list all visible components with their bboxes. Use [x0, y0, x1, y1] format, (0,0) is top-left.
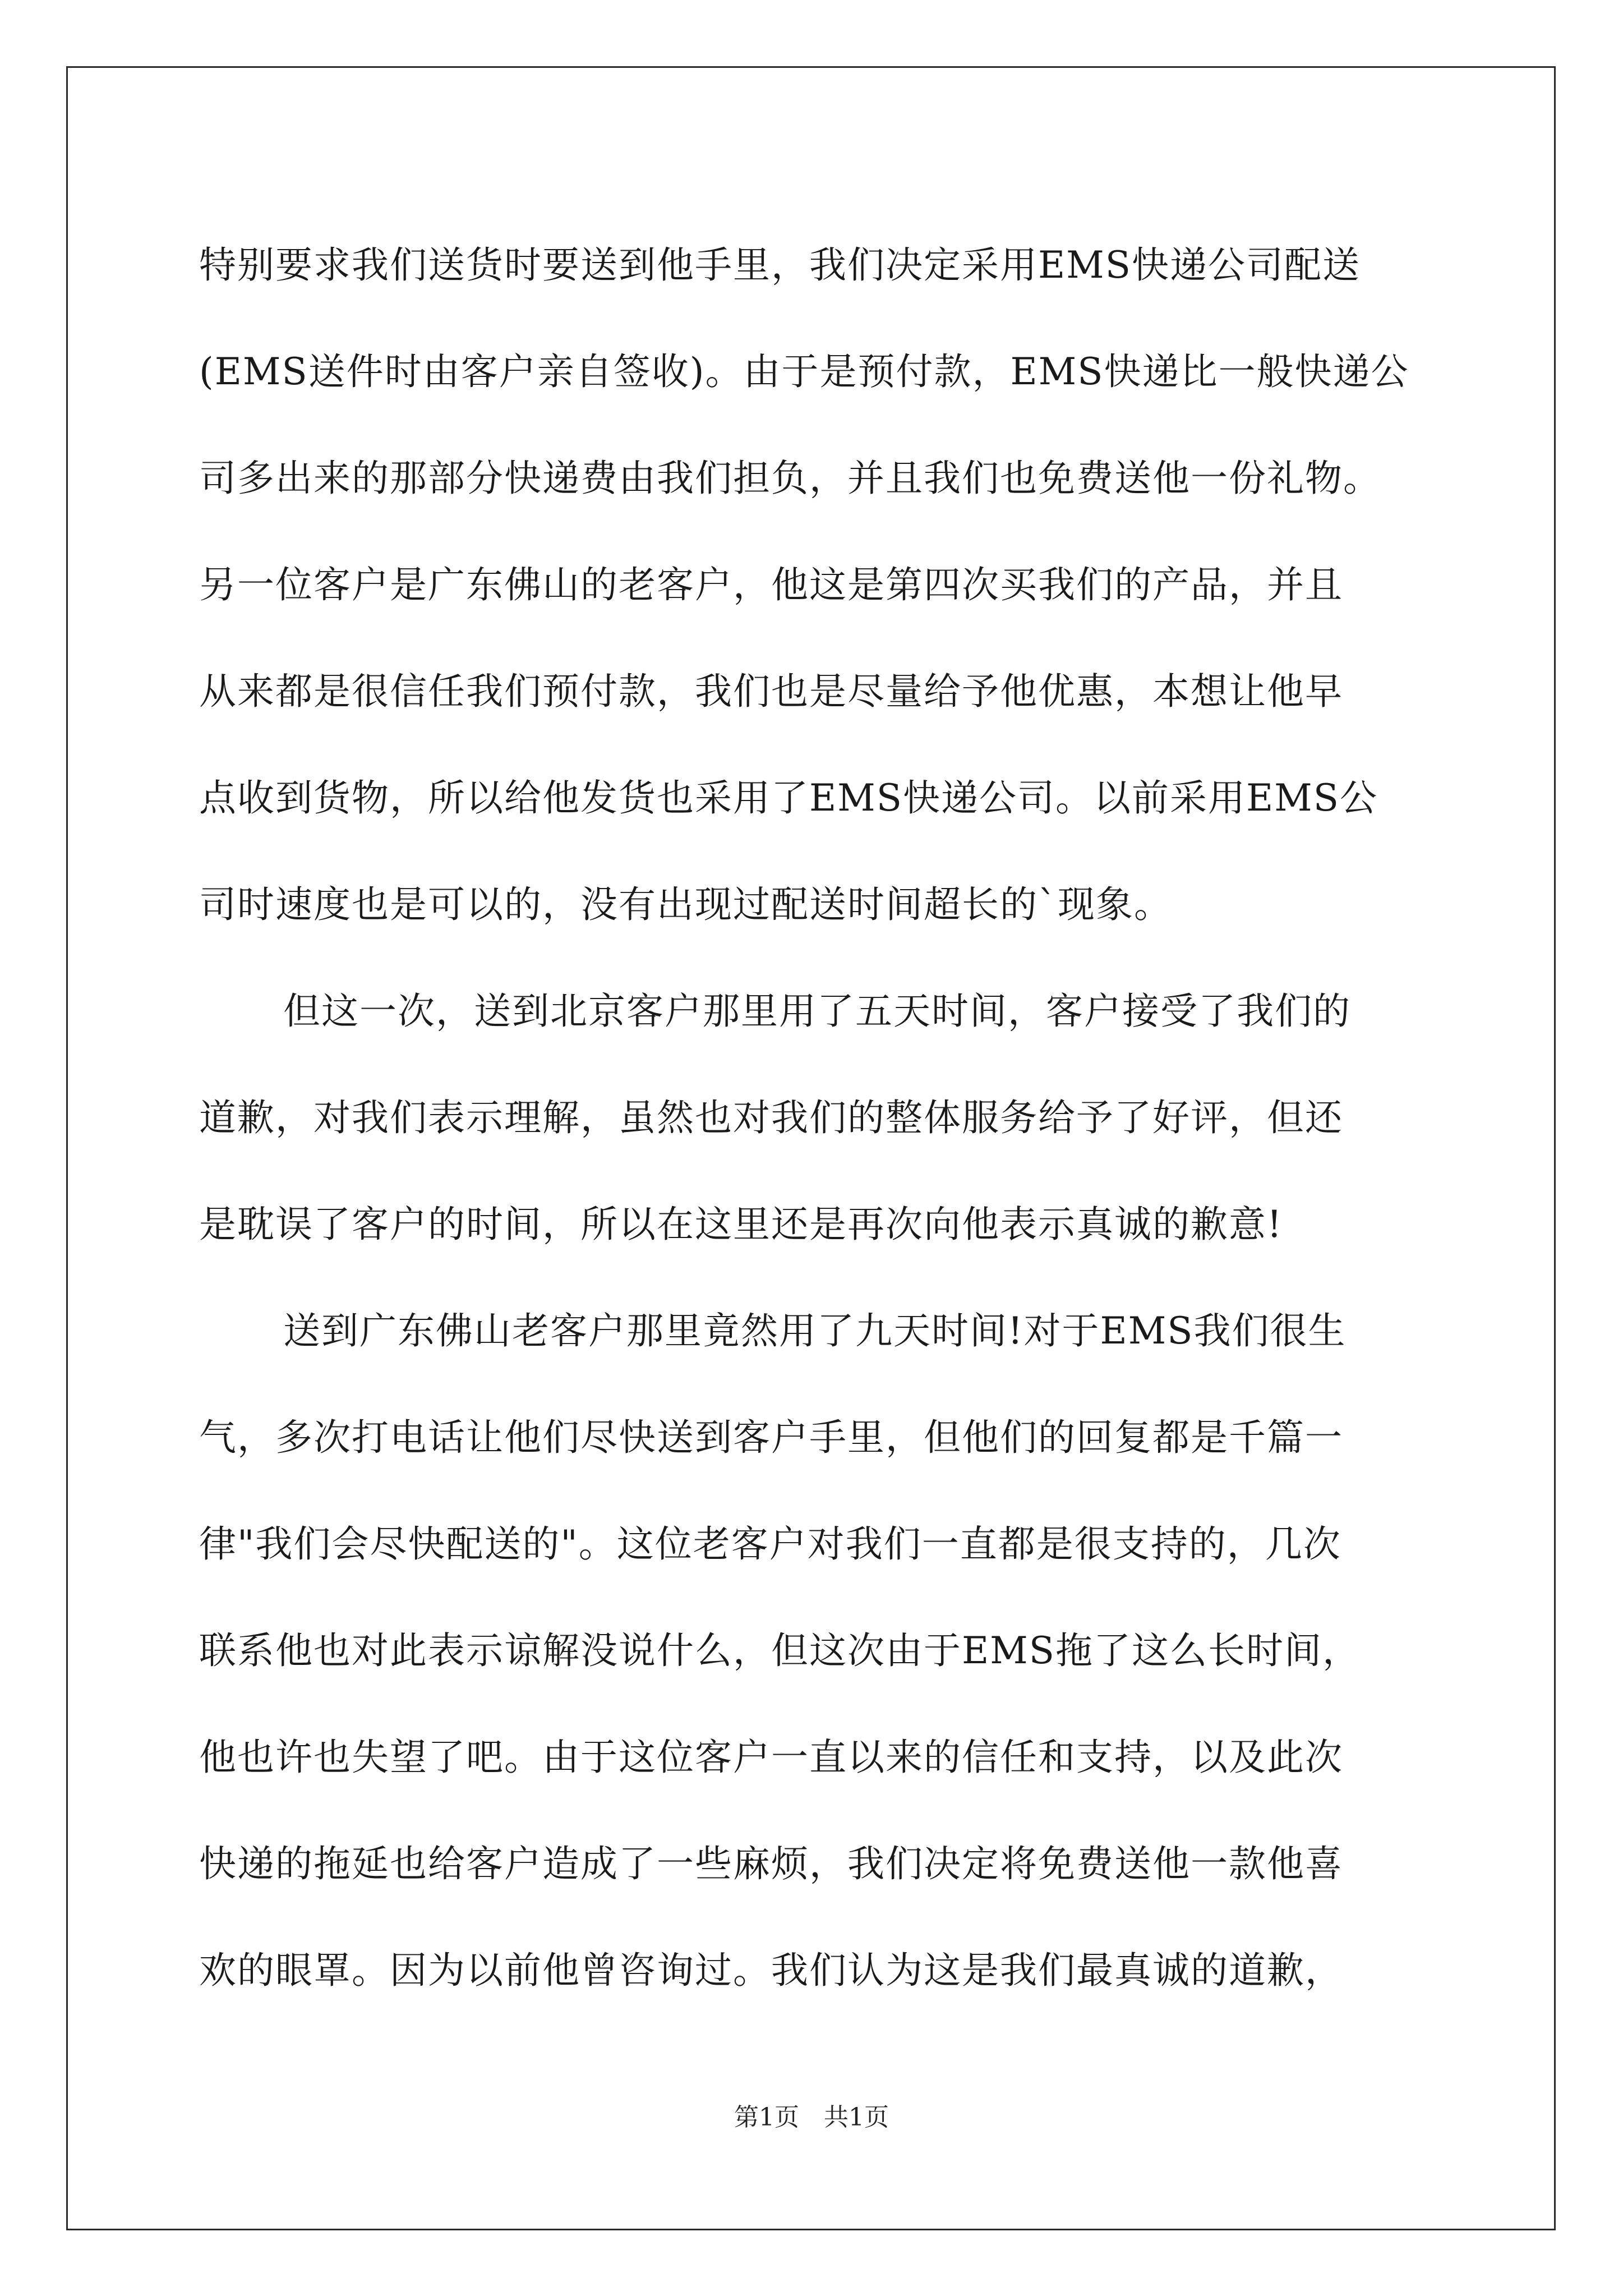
text-line: 快递的拖延也给客户造成了一些麻烦，我们决定将免费送他一款他喜	[199, 1842, 1343, 1885]
paragraph-start-line: 送到广东佛山老客户那里竟然用了九天时间!对于EMS我们很生	[283, 1309, 1347, 1352]
text-line: 司多出来的那部分快递费由我们担负，并且我们也免费送他一份礼物。	[199, 457, 1381, 500]
text-line: 司时速度也是可以的，没有出现过配送时间超长的`现象。	[199, 883, 1172, 926]
text-line: 道歉，对我们表示理解，虽然也对我们的整体服务给予了好评，但还	[199, 1096, 1343, 1139]
text-line: 是耽误了客户的时间，所以在这里还是再次向他表示真诚的歉意!	[199, 1203, 1283, 1246]
document-body	[199, 212, 1427, 2024]
text-line: (EMS送件时由客户亲自签收)。由于是预付款，EMS快递比一般快递公	[199, 350, 1409, 393]
text-line: 律"我们会尽快配送的"。这位老客户对我们一直都是很支持的，几次	[199, 1522, 1341, 1566]
text-line: 气，多次打电话让他们尽快送到客户手里，但他们的回复都是千篇一	[199, 1416, 1343, 1459]
text-line: 点收到货物，所以给他发货也采用了EMS快递公司。以前采用EMS公	[199, 776, 1378, 820]
text-line: 联系他也对此表示谅解没说什么，但这次由于EMS拖了这么长时间，	[199, 1629, 1361, 1672]
page-number-footer: 第1页 共1页	[734, 2103, 889, 2132]
text-line: 欢的眼罩。因为以前他曾咨询过。我们认为这是我们最真诚的道歉，	[199, 1949, 1343, 1992]
text-line: 他也许也失望了吧。由于这位客户一直以来的信任和支持，以及此次	[199, 1736, 1343, 1779]
text-line: 另一位客户是广东佛山的老客户，他这是第四次买我们的产品，并且	[199, 563, 1343, 606]
text-line: 特别要求我们送货时要送到他手里，我们决定采用EMS快递公司配送	[199, 243, 1361, 287]
paragraph-start-line: 但这一次，送到北京客户那里用了五天时间，客户接受了我们的	[283, 990, 1351, 1033]
text-line: 从来都是很信任我们预付款，我们也是尽量给予他优惠，本想让他早	[199, 670, 1343, 713]
